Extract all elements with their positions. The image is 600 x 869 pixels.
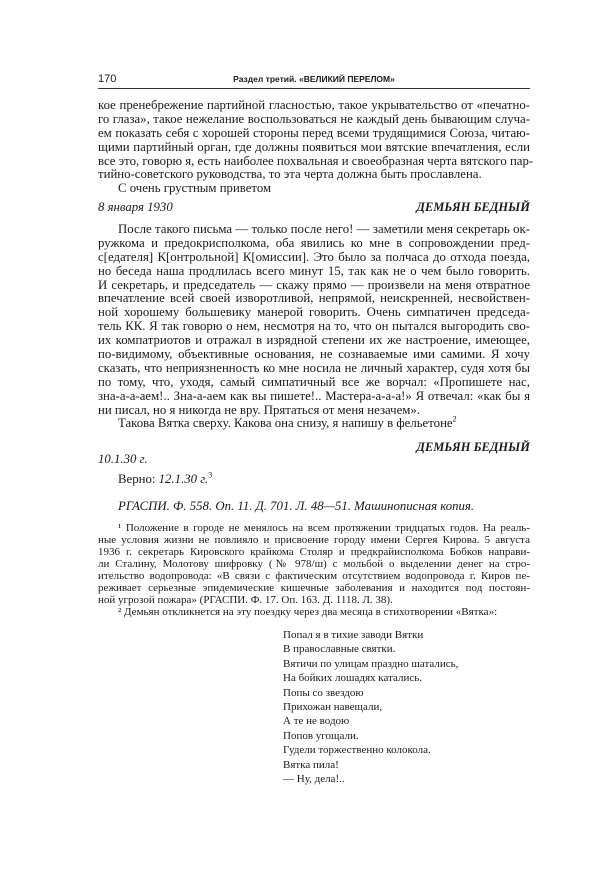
text-line: сказать, что неприязненность ко мне носила не личный характер, судя хотя бы — [98, 360, 530, 375]
text-line: все это, говорю я, есть наиболее похвальная и своеобразная черта вятского пар- — [98, 153, 534, 168]
text-line: по тому, что, уходя, самый симпатичный все же ворчал: «Пропишете нас, — [98, 374, 530, 389]
date-2: 10.1.30 г. — [98, 452, 148, 466]
text-line: но беседа наша продлилась всего минут 15, так как не о чем было говорить. — [98, 263, 530, 278]
archive-reference: РГАСПИ. Ф. 558. Оп. 11. Д. 701. Л. 48—51. Машинописная копия. — [118, 499, 475, 513]
poem-line: Гудели торжественно колокола. — [283, 744, 431, 757]
page-header — [98, 73, 530, 89]
poem-line: Попал я в тихие заводи Вятки — [283, 629, 424, 641]
footnote-ref[interactable]: 2 — [452, 415, 457, 425]
running-title: Раздел третий. «ВЕЛИКИЙ ПЕРЕЛОМ» — [233, 74, 395, 84]
text-line: впечатление всей своей изворотливой, непрямой, неискренней, несвойствен- — [98, 291, 530, 306]
text-line: с[едателя] К[онтрольной] К[омиссии]. Это было за полчаса до отхода поезда, — [98, 249, 530, 264]
poem-line: А те не водою — [283, 715, 350, 728]
paragraph-1 — [98, 98, 534, 196]
verified-date: 12.1.30 г. — [158, 472, 209, 486]
text-line: ем показать себя с хорошей стороны перед всеми трудящимися Союза, читаю- — [98, 125, 530, 140]
footnote-ref[interactable]: 3 — [208, 470, 213, 480]
text-line: После такого письма — только после него! — заметили меня секретарь ок- — [118, 222, 530, 236]
verified-line — [98, 472, 550, 487]
text-line: ружкома и предокрисполкома, оба явились ко мне в сопровождении пред- — [98, 235, 530, 250]
poem-line: — Ну, дела!.. — [283, 773, 345, 786]
signature-2: ДЕМЬЯН БЕДНЫЙ — [416, 440, 530, 454]
letter-signoff — [98, 200, 530, 215]
signature: ДЕМЬЯН БЕДНЫЙ — [416, 200, 530, 214]
footnote-line: ли Сталину, Молотову шифровку (№ 978/ш) с мольбой о выделении денег на стро- — [98, 558, 530, 570]
text-line: зна-а-а-аем!.. Зна-а-аем как вы пишете!.. Мастера-а-а-а!» Я отвечал: «как бы я — [98, 388, 530, 403]
text-line: кое пренебрежение партийной гласностью, такое укрывательство от «печатно- — [98, 98, 530, 112]
page-number: 170 — [98, 73, 117, 85]
footnote-line: ительство водопровода: «В связи с фактическим отсутствием водопровода г. Киров пе- — [98, 570, 530, 582]
poem-line: В православные святки. — [283, 643, 396, 656]
poem-line: На бойких лошадях катались. — [283, 672, 423, 685]
poem-line: Вятка пила! — [283, 758, 339, 771]
greeting: С очень грустным приветом — [118, 181, 272, 196]
letter-date: 8 января 1930 — [98, 200, 173, 214]
footnote-line: ные условия жизни не повлияло и присвоение городу имени Сергея Кирова. 5 августа — [98, 534, 530, 546]
footnote-line: ¹ Положение в городе не менялось на всем протяжении тридцатых годов. На реаль- — [118, 522, 530, 534]
paragraph-3 — [98, 417, 530, 431]
footnote-line: ной угрозой пожара» (РГАСПИ. Ф. 17. Оп. 163. Д. 1118. Л. 38). — [98, 594, 393, 606]
text-line: го глаза», такое нежелание воспользоваться не каждый день бывающим случа- — [98, 111, 530, 126]
paragraph-2 — [98, 223, 530, 431]
text-line: щими партийный орган, где должны появиться мои вятские впечатления, если — [98, 139, 530, 154]
text-line: И секретарь, и председатель — скажу прямо — произвели на меня отвратное — [98, 277, 530, 292]
footnote-2: ² Демьян откликнется на эту поездку через два месяца в стихотворении «Вятка»: — [118, 606, 498, 618]
text-line: ни писал, но я никогда не вру. Прятаться от меня незачем». — [98, 402, 420, 417]
text-line: по-видимому, объективные основания, не сознаваемые ими самими. Я хочу — [98, 347, 530, 362]
verified-label: Верно: — [118, 472, 159, 486]
footnote-line: 1936 г. секретарь Кировского крайкома Столяр и предкрайисполкома Бобков направи- — [98, 546, 530, 558]
poem-line: Попы со звездою — [283, 686, 364, 699]
text-line: тийно-советского руководства, то эта черта должна быть прославлена. — [98, 167, 482, 182]
poem-line: Прихожан навещали, — [283, 701, 383, 714]
text-line: ной хорошему большевику манерой говорить. Очень симпатичен председа- — [98, 305, 530, 320]
poem — [283, 628, 458, 786]
text-line: тель КК. Я так говорю о нем, несмотря на то, что он пытался выгородить сво- — [98, 319, 530, 334]
poem-line: Вятичи по улицам праздно шатались, — [283, 657, 459, 670]
footnote-line: реживает серьезные эпидемические кишечные заболевания и находится под постоян- — [98, 582, 530, 594]
paragraph-3-text: Такова Вятка сверху. Какова она снизу, я напишу в фельетоне — [118, 416, 453, 431]
text-line: их компатриотов и отражал в изрядной степени их же настроение, имеющее, — [98, 333, 530, 348]
footnote-1 — [98, 522, 530, 618]
poem-line: Попов угощали. — [283, 729, 359, 742]
